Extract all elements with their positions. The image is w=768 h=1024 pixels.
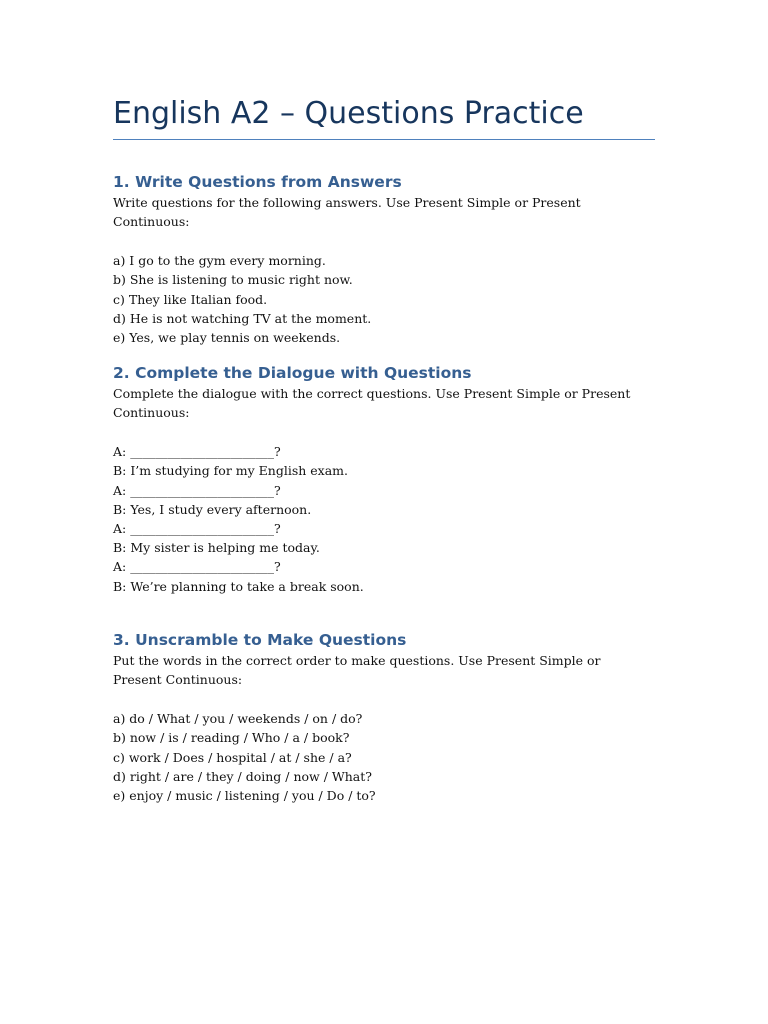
section-instruction: Put the words in the correct order to make questions. Use Present Simple or Present Continuous: xyxy=(113,653,601,688)
section-complete-dialogue xyxy=(113,362,633,596)
dialogue-line: A: _______________________? xyxy=(113,559,281,575)
exercise-item: c) They like Italian food. xyxy=(113,291,268,307)
exercise-item: b) She is listening to music right now. xyxy=(113,272,353,288)
title-underline xyxy=(113,139,655,140)
section-instruction: Write questions for the following answers. Use Present Simple or Present Continuous: xyxy=(113,195,581,230)
exercise-item: a) do / What / you / weekends / on / do? xyxy=(113,711,363,727)
dialogue-line: B: My sister is helping me today. xyxy=(113,540,320,556)
exercise-list xyxy=(113,251,633,347)
dialogue-line: B: Yes, I study every afternoon. xyxy=(113,501,312,517)
exercise-item: e) enjoy / music / listening / you / Do / to? xyxy=(113,788,376,804)
dialogue-line: B: I’m studying for my English exam. xyxy=(113,463,349,479)
section-write-questions xyxy=(113,171,633,347)
section-unscramble xyxy=(113,629,633,805)
exercise-item: d) He is not watching TV at the moment. xyxy=(113,310,372,326)
exercise-item: b) now / is / reading / Who / a / book? xyxy=(113,730,350,746)
exercise-item: a) I go to the gym every morning. xyxy=(113,253,326,269)
exercise-item: c) work / Does / hospital / at / she / a? xyxy=(113,749,352,765)
exercise-item: d) right / are / they / doing / now / What? xyxy=(113,768,372,784)
dialogue-line: A: _______________________? xyxy=(113,444,281,460)
dialogue-line: A: _______________________? xyxy=(113,521,281,537)
section-heading: 2. Complete the Dialogue with Questions xyxy=(113,364,472,382)
dialogue-line: A: _______________________? xyxy=(113,482,281,498)
document-title: English A2 – Questions Practice xyxy=(113,96,584,131)
section-heading: 3. Unscramble to Make Questions xyxy=(113,631,407,649)
dialogue-list xyxy=(113,442,633,596)
exercise-item: e) Yes, we play tennis on weekends. xyxy=(113,330,341,346)
dialogue-line: B: We’re planning to take a break soon. xyxy=(113,578,364,594)
exercise-list xyxy=(113,709,633,805)
section-heading: 1. Write Questions from Answers xyxy=(113,173,402,191)
section-instruction: Complete the dialogue with the correct questions. Use Present Simple or Present Continuous: xyxy=(113,386,631,421)
